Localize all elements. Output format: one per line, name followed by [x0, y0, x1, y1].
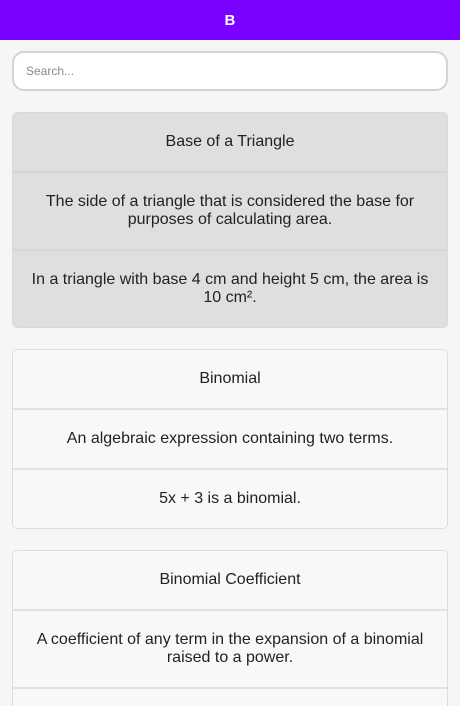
term-text: Base of a Triangle: [165, 133, 295, 150]
app-header: [0, 0, 460, 40]
glossary-card[interactable]: [12, 112, 448, 328]
glossary-card[interactable]: [12, 550, 448, 706]
page-title: B: [224, 11, 236, 29]
example-text: [13, 687, 447, 706]
definition-text: A coefficient of any term in the expansion of a binomial raised to a power.: [13, 609, 447, 687]
definition-text: An algebraic expression containing two terms.: [13, 408, 447, 468]
example-text: In a triangle with base 4 cm and height 5 cm, the area is 10 cm².: [13, 249, 447, 327]
search-input[interactable]: [12, 51, 448, 91]
glossary-list: [0, 91, 460, 706]
term-text: Binomial: [199, 370, 261, 387]
definition-text: The side of a triangle that is considered the base for purposes of calculating area.: [13, 171, 447, 249]
search-container: [0, 40, 460, 91]
example-text: 5x + 3 is a binomial.: [13, 468, 447, 528]
term-text: Binomial Coefficient: [159, 571, 301, 588]
glossary-card[interactable]: [12, 349, 448, 529]
